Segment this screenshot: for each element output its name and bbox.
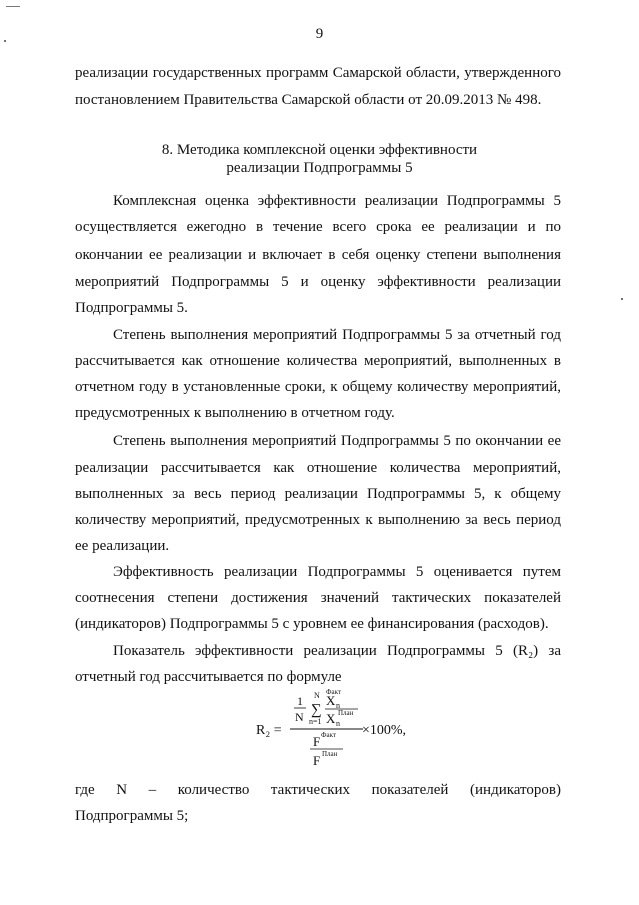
formula-x-fact: X: [326, 693, 336, 708]
text-line: отчетный год рассчитывается по формуле: [75, 669, 342, 685]
section-heading: 8. Методика комплексной оценки эффективности: [161, 142, 478, 158]
formula-f-fact: F: [313, 734, 321, 749]
text-line: мероприятий Подпрограммы 5 и оценку эффективности реализации: [75, 274, 561, 290]
text-line: (индикаторов) Подпрограммы 5 с уровнем ее финансирования (расходов).: [75, 616, 549, 632]
text-line: осуществляется ежегодно в течение всего срока ее реализации и по: [75, 219, 561, 235]
text-line: Подпрограммы 5.: [75, 300, 188, 316]
formula-f-plan-sup: План: [322, 750, 338, 758]
text-line: Эффективность реализации Подпрограммы 5 оценивается путем: [113, 564, 561, 580]
text-line: реализации государственных программ Самарской области, утвержденного: [75, 65, 561, 81]
formula-svg: [0, 688, 639, 768]
text-line: где N – количество тактических показателей (индикаторов): [75, 782, 561, 798]
formula-x-plan-sup: План: [338, 709, 354, 717]
scan-artifact-line: [6, 6, 20, 7]
formula-sum-top: N: [314, 691, 320, 700]
text-line: рассчитывается как отношение количества мероприятий, выполненных в: [75, 353, 561, 369]
text-line: количеству мероприятий, предусмотренных к выполнению за весь период: [75, 512, 561, 528]
text-line: ее реализации.: [75, 538, 170, 554]
formula-x-plan: X: [326, 711, 336, 726]
text-line: отчетном году в установленные сроки, к общему количеству мероприятий,: [75, 379, 561, 395]
formula-sum-bottom: n=1: [309, 717, 322, 726]
formula-lhs: R₂ =: [256, 723, 282, 738]
text-line: Показатель эффективности реализации Подпрограммы 5 (R₂) за: [113, 643, 561, 659]
text-line: Подпрограммы 5;: [75, 808, 189, 824]
formula-one: 1: [297, 694, 303, 708]
text-line: Комплексная оценка эффективности реализации Подпрограммы 5: [113, 193, 561, 209]
formula-x-fact-sub: n: [336, 701, 340, 710]
formula-x-plan-sub: n: [336, 719, 340, 728]
text-line: окончании ее реализации и включает в себя оценку степени выполнения: [75, 247, 561, 263]
text-line: реализации рассчитывается как отношение количества мероприятий,: [75, 460, 561, 476]
text-line: Степень выполнения мероприятий Подпрограммы 5 за отчетный год: [113, 327, 561, 343]
formula-r2: [0, 688, 639, 768]
text-line: соотнесения степени достижения значений тактических показателей: [75, 590, 561, 606]
text-line: постановлением Правительства Самарской области от 20.09.2013 № 498.: [75, 92, 542, 108]
text-line: Степень выполнения мероприятий Подпрограммы 5 по окончании ее: [113, 433, 561, 449]
page-number: 9: [315, 26, 324, 42]
formula-f-plan: F: [313, 753, 321, 768]
text-line: выполненных за весь период реализации Подпрограммы 5, к общему: [75, 486, 561, 502]
sum-sign-icon: ∑: [311, 702, 322, 718]
formula-big-n: N: [295, 710, 304, 724]
text-line: предусмотренных к выполнению в отчетном году.: [75, 405, 395, 421]
formula-f-fact-sup: Факт: [321, 731, 337, 739]
scan-artifact-dot: [621, 298, 623, 300]
formula-x-fact-sup: Факт: [326, 688, 342, 696]
formula-times: ×100%,: [362, 723, 407, 738]
section-heading: реализации Подпрограммы 5: [226, 160, 413, 176]
